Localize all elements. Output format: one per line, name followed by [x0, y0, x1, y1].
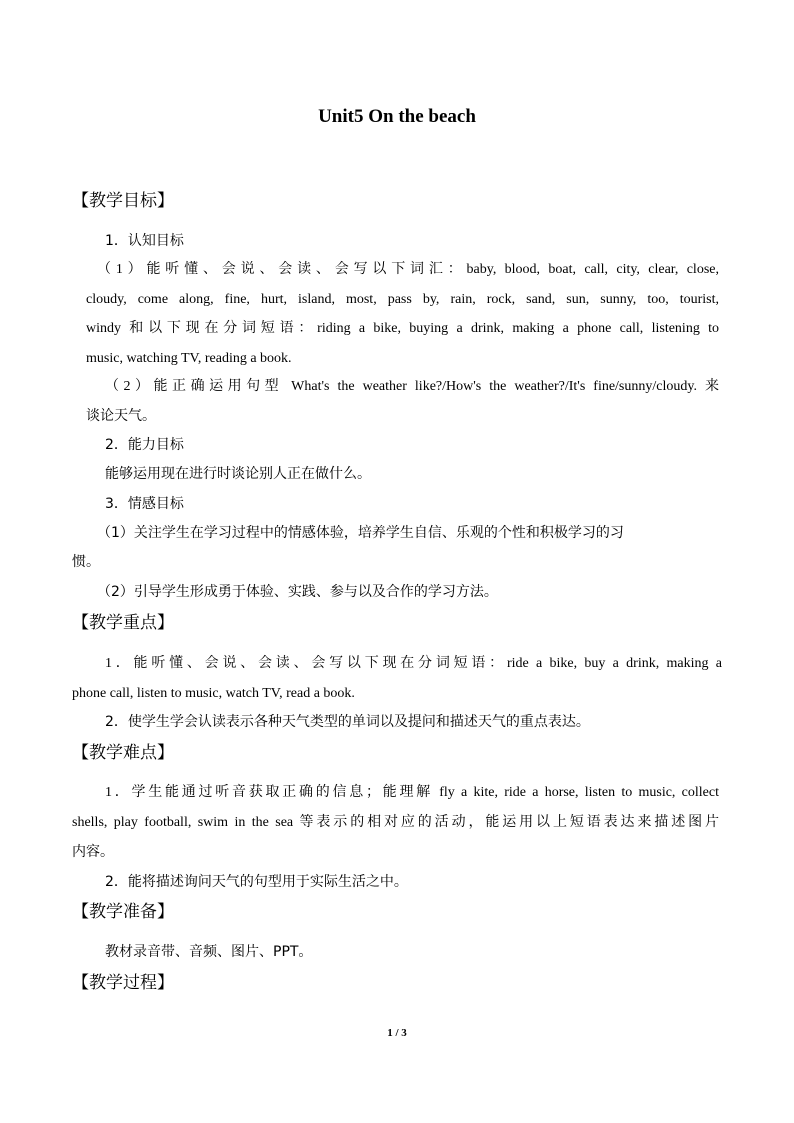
emotion-objective-1-line-1: （1）关注学生在学习过程中的情感体验，培养学生自信、乐观的个性和积极学习的习	[97, 525, 624, 541]
key-point-1-line-2: phone call, listen to music, watch TV, read a book.	[72, 686, 355, 701]
sentence-pattern-line-2: 谈论天气。	[86, 408, 156, 424]
cognitive-objective-title: 1．认知目标	[105, 233, 184, 249]
vocab-line-2: cloudy, come along, fine, hurt, island, most, pass by, rain, rock, sand, sun, sunny, too, tourist,	[86, 292, 719, 307]
heading-teaching-objectives: 【教学目标】	[72, 191, 174, 211]
preparation-text: 教材录音带、音频、图片、PPT。	[105, 944, 313, 960]
difficulty-2: 2．能将描述询问天气的句型用于实际生活之中。	[105, 874, 408, 890]
page-number: 1 / 3	[387, 1027, 407, 1039]
heading-teaching-process: 【教学过程】	[72, 973, 174, 993]
difficulty-1-line-2: shells, play football, swim in the sea 等表示的相对应的活动，能运用以上短语表达来描述图片	[72, 815, 719, 830]
key-point-2: 2．使学生学会认读表示各种天气类型的单词以及提问和描述天气的重点表达。	[105, 714, 590, 730]
sentence-pattern-line-1: （2）能正确运用句型 What's the weather like?/How's the weather?/It's fine/sunny/cloudy. 来	[105, 379, 719, 394]
heading-preparation: 【教学准备】	[72, 902, 174, 922]
difficulty-1-line-1: 1．学生能通过听音获取正确的信息；能理解 fly a kite, ride a horse, listen to music, collect	[105, 785, 719, 800]
document-title: Unit5 On the beach	[318, 106, 476, 127]
vocab-line-3: windy 和以下现在分词短语：riding a bike, buying a drink, making a phone call, listening to	[86, 321, 719, 336]
emotion-objective-1-line-2: 惯。	[72, 554, 100, 570]
key-point-1-line-1: 1．能听懂、会说、会读、会写以下现在分词短语：ride a bike, buy a drink, making a	[105, 656, 722, 671]
vocab-line-1: （1）能听懂、会说、会读、会写以下词汇：baby, blood, boat, call, city, clear, close,	[97, 262, 719, 277]
emotion-objective-title: 3．情感目标	[105, 496, 184, 512]
heading-key-points: 【教学重点】	[72, 613, 174, 633]
ability-objective-text: 能够运用现在进行时谈论别人正在做什么。	[105, 466, 371, 482]
difficulty-1-line-3: 内容。	[72, 844, 114, 860]
ability-objective-title: 2．能力目标	[105, 437, 184, 453]
vocab-line-4: music, watching TV, reading a book.	[86, 351, 292, 366]
emotion-objective-2: （2）引导学生形成勇于体验、实践、参与以及合作的学习方法。	[97, 584, 498, 600]
heading-difficulties: 【教学难点】	[72, 743, 174, 763]
